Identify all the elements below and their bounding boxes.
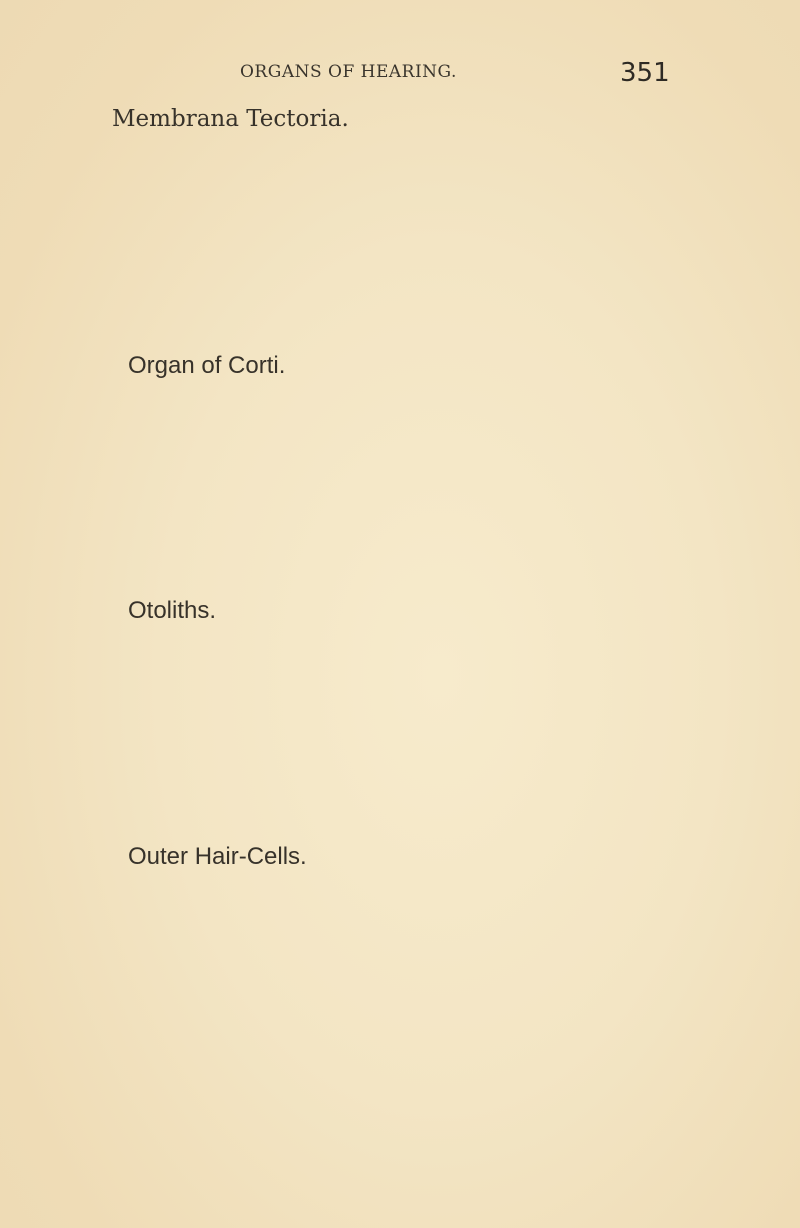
running-head — [0, 58, 800, 92]
figure-label-otoliths: Otoliths. — [128, 597, 217, 624]
running-title: ORGANS OF HEARING. — [240, 62, 457, 82]
figure-label-membrana-tectoria: Membrana Tectoria. — [112, 106, 349, 132]
figure-label-organ-of-corti: Organ of Corti. — [128, 352, 286, 379]
figure-label-outer-hair-cells: Outer Hair-Cells. — [128, 843, 307, 870]
page-number: 351 — [620, 58, 670, 88]
